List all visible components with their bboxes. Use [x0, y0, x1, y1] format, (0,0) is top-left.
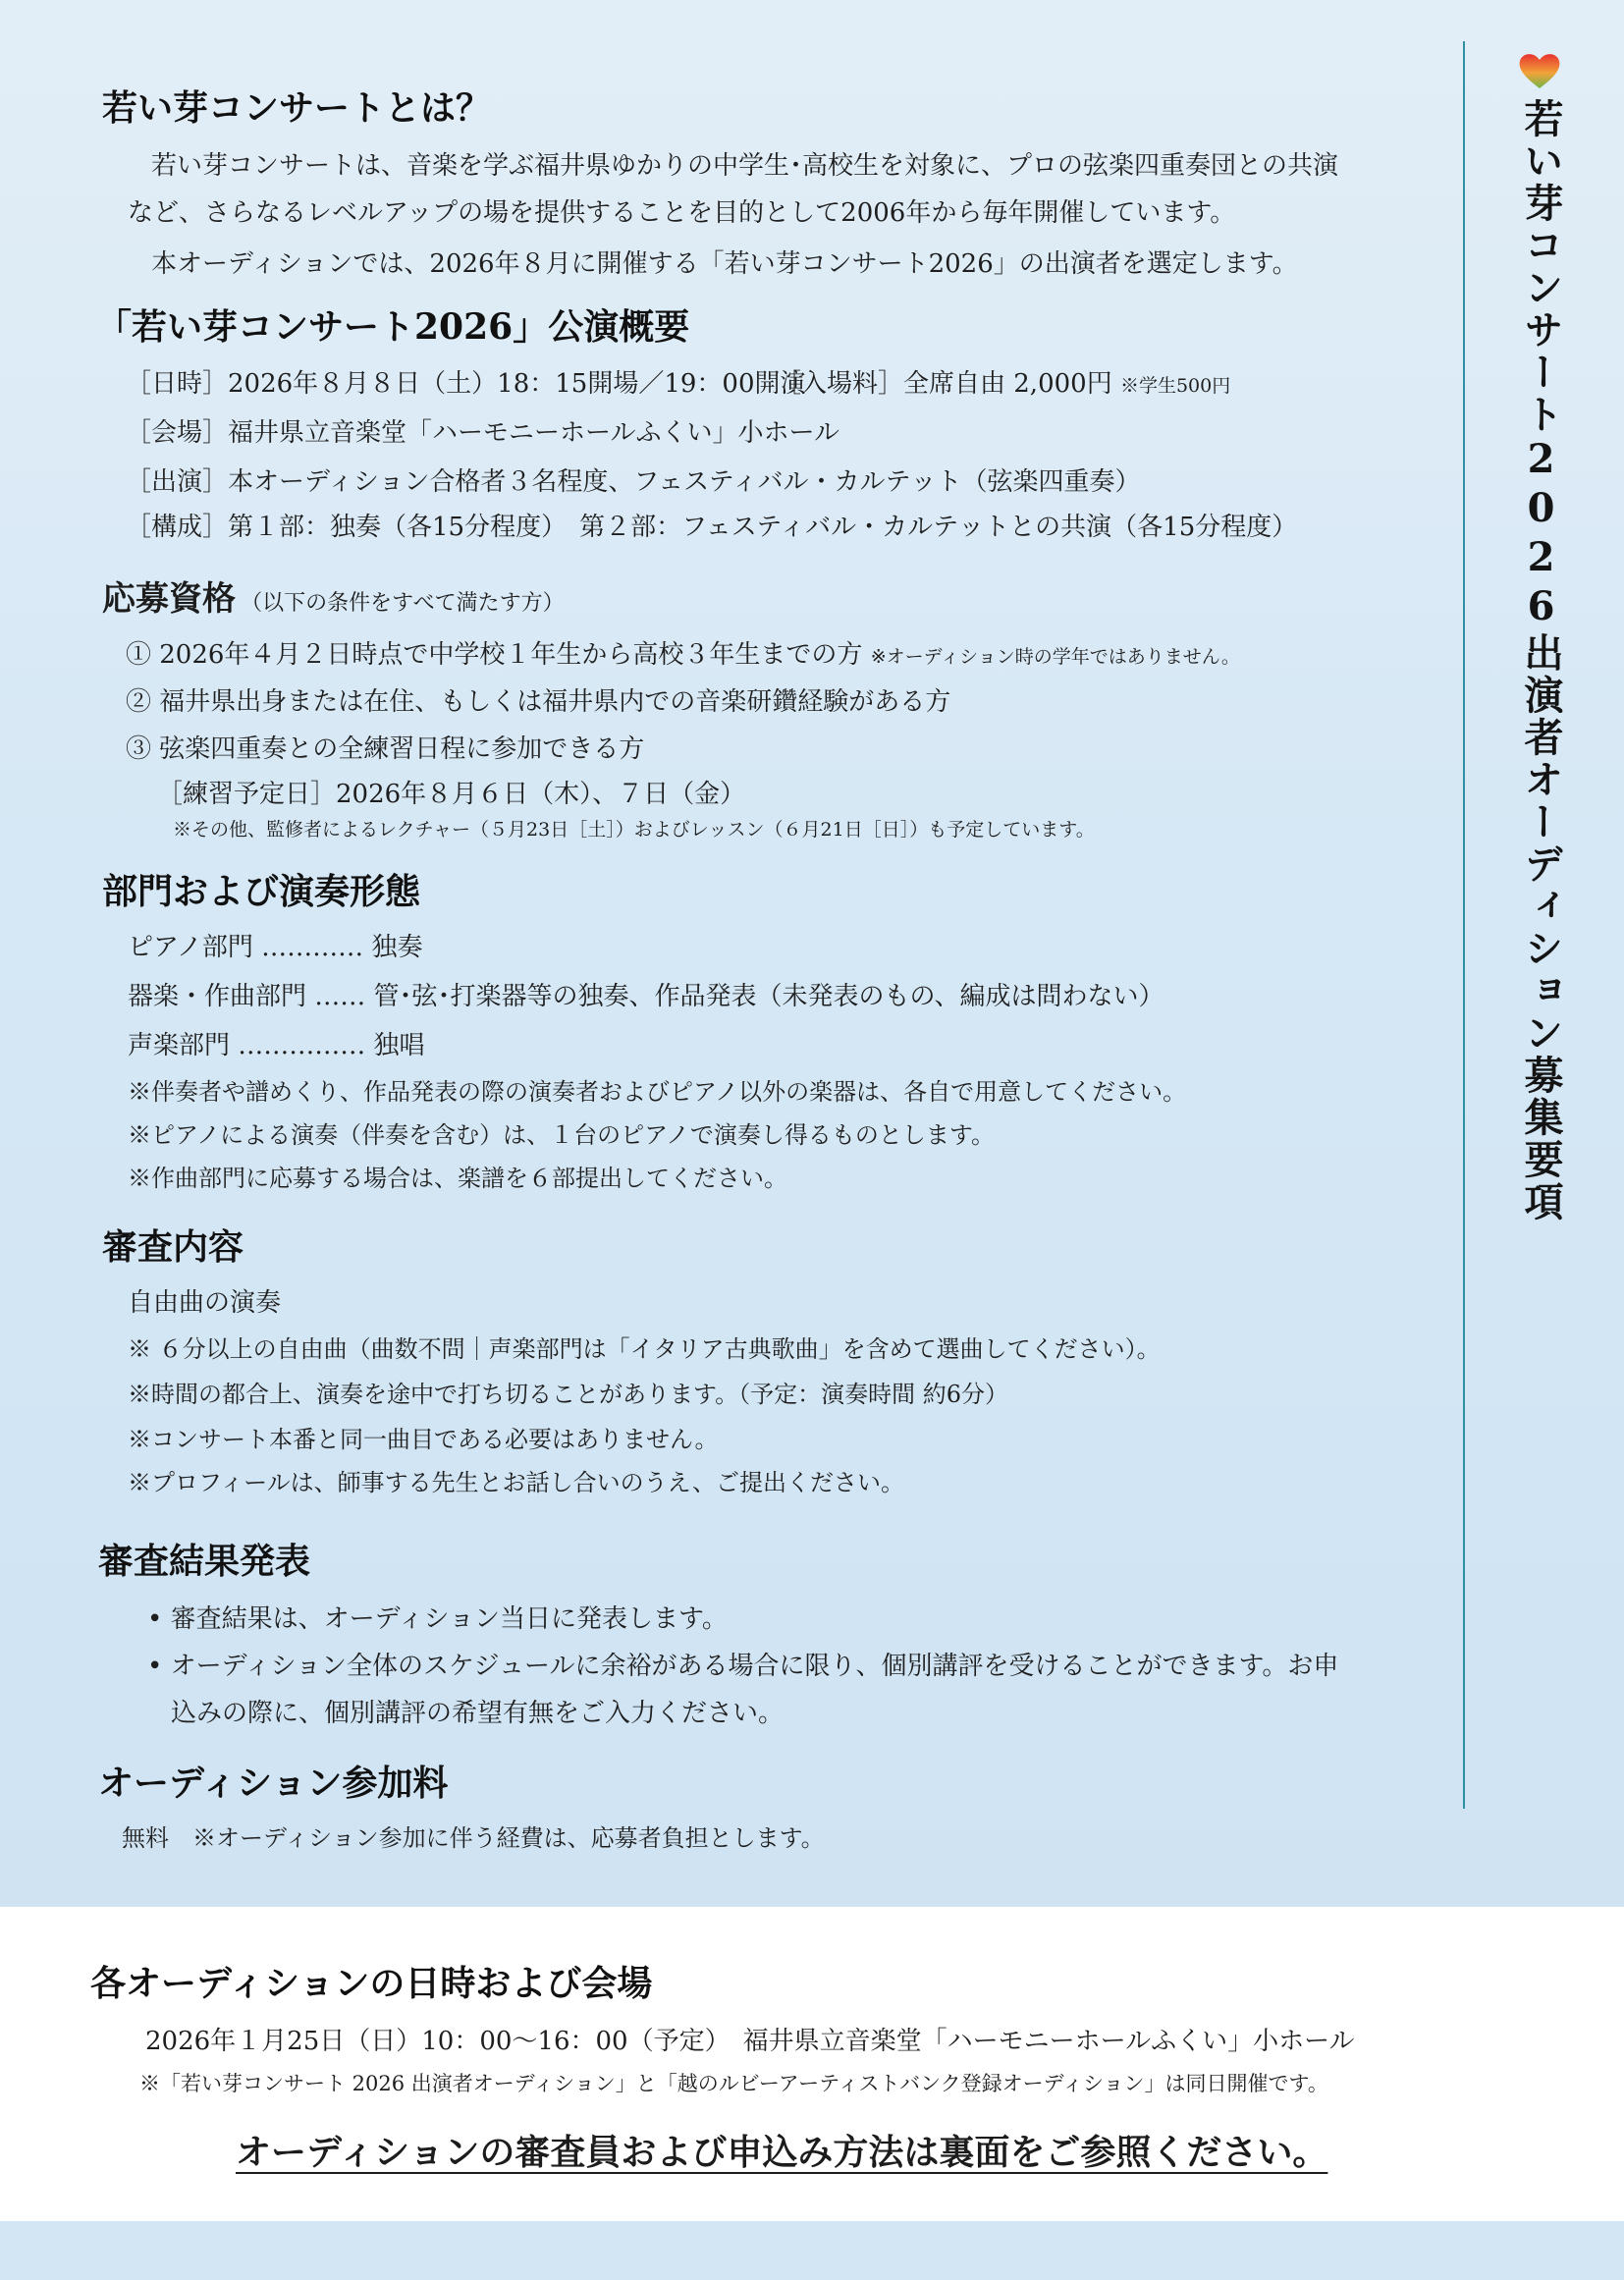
vertical-title: 若い芽コンサート2026出演者オーディション募集要項	[1518, 98, 1564, 1223]
schedule-note: ※「若い芽コンサート 2026 出演者オーディション」と「越のルビーアーティストバンク登録オーディション」は同日開催です。	[139, 2072, 1328, 2095]
about-paragraph-2: 本オーディションでは、2026年８月に開催する「若い芽コンサート2026」の出演者を選定します。	[151, 249, 1298, 279]
side-divider-line	[1463, 41, 1465, 1809]
eligibility-item-1-text: ① 2026年４月２日時点で中学校１年生から高校３年生までの方	[126, 640, 863, 670]
eligibility-item-2: ② 福井県出身または在住、もしくは福井県内での音楽研鑽経験がある方	[126, 687, 951, 717]
eligibility-heading: 応募資格	[102, 579, 236, 619]
concert-fee-note: ※学生500円	[1119, 375, 1231, 397]
concert-heading: 「若い芽コンサート2026」公演概要	[96, 306, 690, 348]
eligibility-heading-row	[102, 571, 565, 620]
division-instrumental: 器楽・作曲部門 …… 管･弦･打楽器等の独奏、作品発表（未発表のもの、編成は問わない）	[128, 982, 1164, 1011]
concert-date: ［日時］2026年８月８日（土）18：15開場／19：00開演	[126, 369, 806, 399]
concert-program: ［構成］第１部：独奏（各15分程度） 第２部：フェスティバル・カルテットとの共演（各15分程度）	[126, 513, 1298, 542]
review-note-4: ※プロフィールは、師事する先生とお話し合いのうえ、ご提出ください。	[128, 1469, 905, 1496]
results-bullet-1: • 審査結果は、オーディション当日に発表します。	[147, 1604, 728, 1634]
back-page-reference: オーディションの審査員および申込み方法は裏面をご参照ください。	[236, 2132, 1328, 2173]
fee-heading: オーディション参加料	[98, 1763, 449, 1804]
schedule-line: 2026年１月25日（日）10：00～16：00（予定） 福井県立音楽堂「ハーモニーホールふくい」小ホール	[145, 2027, 1355, 2056]
review-item: 自由曲の演奏	[128, 1288, 282, 1318]
about-paragraph-line2: など、さらなるレベルアップの場を提供することを目的として2006年から毎年開催しています。	[128, 198, 1236, 228]
divisions-heading: 部門および演奏形態	[102, 871, 421, 912]
review-note-2: ※時間の都合上、演奏を途中で打ち切ることがあります。（予定：演奏時間 約6分）	[128, 1381, 1008, 1408]
eligibility-item-1	[126, 634, 1240, 671]
division-note-3: ※作曲部門に応募する場合は、楽譜を６部提出してください。	[128, 1165, 787, 1192]
division-note-2: ※ピアノによる演奏（伴奏を含む）は、１台のピアノで演奏し得るものとします。	[128, 1121, 995, 1149]
concert-venue: ［会場］福井県立音楽堂「ハーモニーホールふくい」小ホール	[126, 418, 839, 448]
schedule-heading: 各オーディションの日時および会場	[90, 1963, 653, 2004]
bottom-strip	[0, 2221, 1624, 2280]
eligibility-heading-note: （以下の条件をすべて満たす方）	[241, 591, 565, 616]
about-heading: 若い芽コンサートとは？	[102, 87, 492, 129]
results-bullet-2-line1: • オーディション全体のスケジュールに余裕がある場合に限り、個別講評を受けることができます。お申	[147, 1652, 1339, 1681]
division-vocal: 声楽部門 …………… 独唱	[128, 1031, 425, 1060]
eligibility-item-1-note: ※オーディション時の学年ではありません。	[870, 646, 1240, 668]
division-note-1: ※伴奏者や譜めくり、作品発表の際の演奏者およびピアノ以外の楽器は、各自で用意してください。	[128, 1078, 1187, 1106]
results-heading: 審査結果発表	[98, 1541, 311, 1582]
concert-fee-text: ［入場料］全席自由 2,000円	[776, 369, 1112, 399]
review-heading: 審査内容	[102, 1226, 244, 1268]
practice-note: ※その他、監修者によるレクチャー（５月23日［土］）およびレッスン（６月21日［日］）も予定しています。	[173, 819, 1095, 841]
fee-text: 無料 ※オーディション参加に伴う経費は、応募者負担とします。	[122, 1824, 825, 1852]
concert-performers: ［出演］本オーディション合格者３名程度、フェスティバル・カルテット（弦楽四重奏）	[126, 467, 1141, 497]
results-bullet-2-line2: 込みの際に、個別講評の希望有無をご入力ください。	[171, 1699, 785, 1728]
practice-dates: ［練習予定日］2026年８月６日（木）、７日（金）	[157, 780, 746, 809]
review-note-1: ※ ６分以上の自由曲（曲数不問｜声楽部門は「イタリア古典歌曲」を含めて選曲してください）。	[128, 1335, 1161, 1363]
heart-icon	[1518, 51, 1561, 90]
about-paragraph-line1: 若い芽コンサートは、音楽を学ぶ福井県ゆかりの中学生･高校生を対象に、プロの弦楽四重奏団との共演	[151, 151, 1339, 181]
review-note-3: ※コンサート本番と同一曲目である必要はありません。	[128, 1426, 719, 1453]
division-piano: ピアノ部門 ………… 独奏	[128, 933, 423, 962]
eligibility-item-3: ③ 弦楽四重奏との全練習日程に参加できる方	[126, 734, 645, 764]
concert-fee	[776, 363, 1230, 400]
